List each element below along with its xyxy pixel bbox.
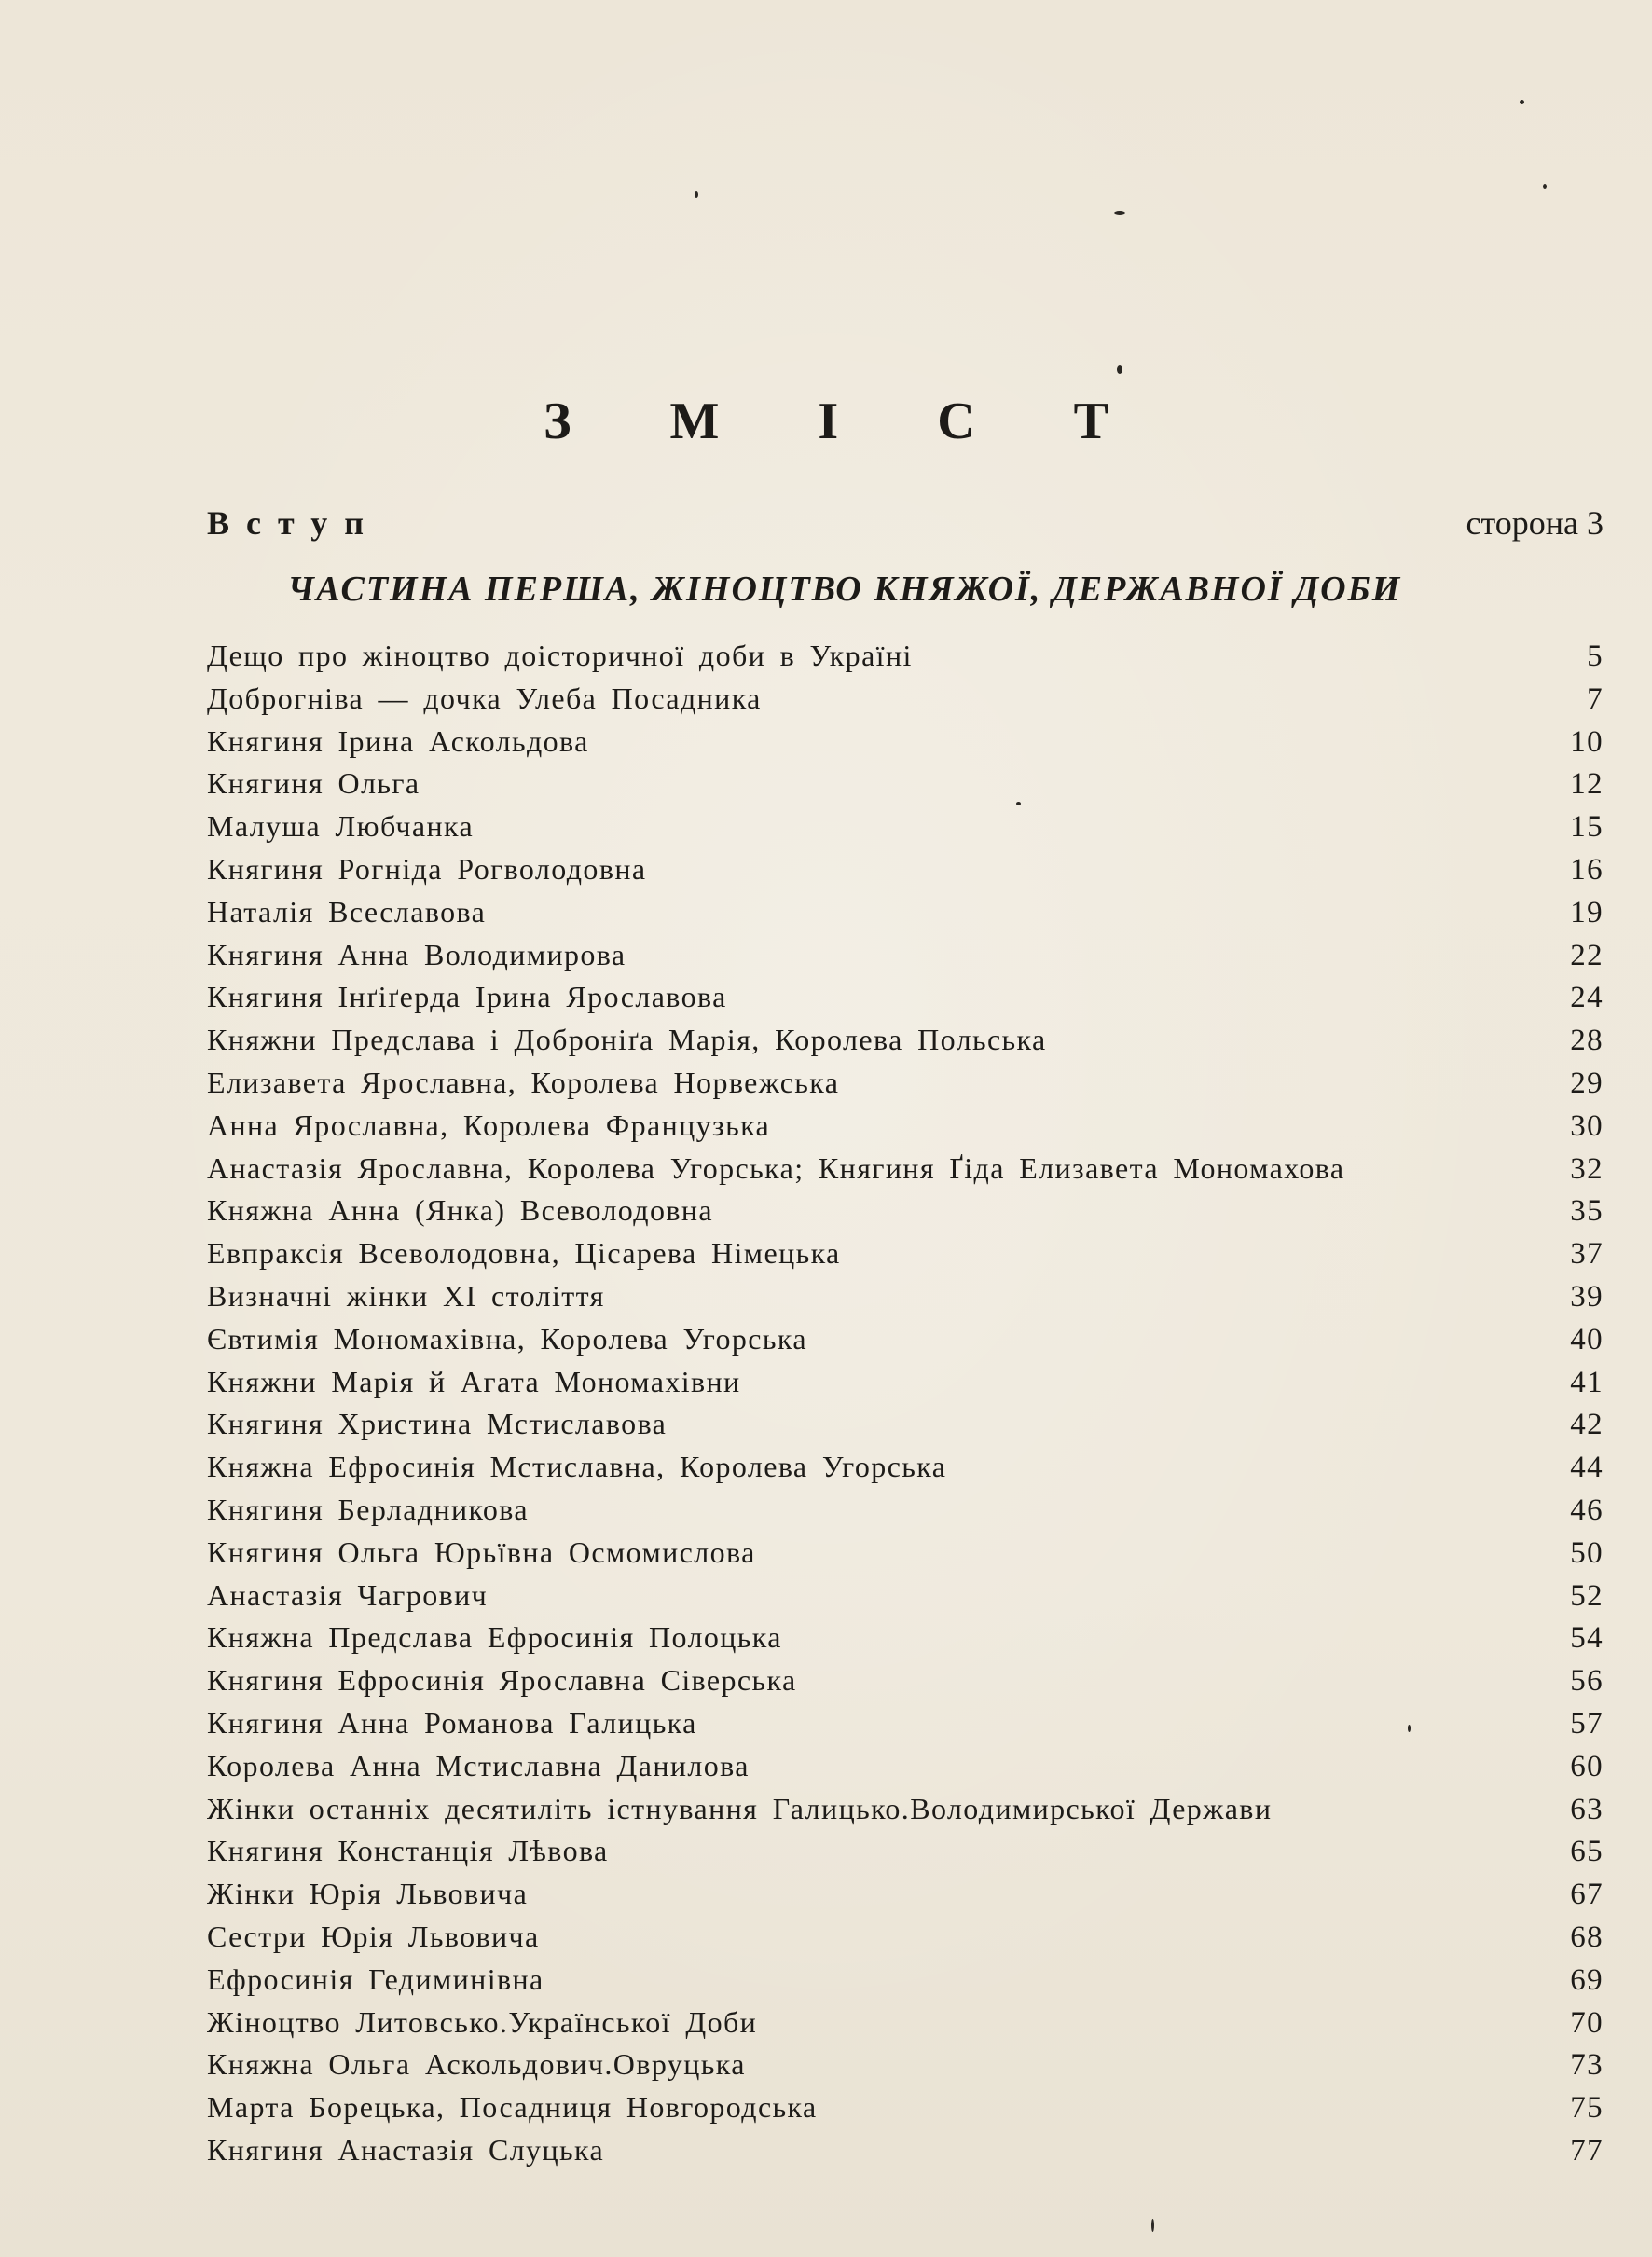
toc-entry-page: 22 bbox=[1570, 938, 1604, 972]
toc-entry bbox=[207, 2090, 1604, 2133]
toc-entry-title: Княгиня Берладникова bbox=[207, 1492, 529, 1526]
toc-entry-title: Княжна Предслава Ефросинія Полоцька bbox=[207, 1620, 782, 1655]
toc-entry-title: Евпраксія Всеволодовна, Цісарева Німецька bbox=[207, 1236, 841, 1271]
paper-speck bbox=[695, 191, 698, 198]
toc-entry-page: 15 bbox=[1570, 810, 1604, 845]
toc-entry-title: Дещо про жіноцтво доісторичної доби в Україні bbox=[207, 639, 913, 672]
toc-entry-page: 41 bbox=[1570, 1365, 1604, 1399]
toc-entry bbox=[207, 809, 1604, 852]
toc-entry-page: 56 bbox=[1570, 1664, 1604, 1699]
toc-entry bbox=[207, 1749, 1604, 1792]
toc-entry-page: 37 bbox=[1570, 1237, 1604, 1272]
paper-speck bbox=[1520, 100, 1524, 104]
toc-entry-title: Доброгніва — дочка Улеба Посадника bbox=[207, 681, 762, 715]
page-title: З М І С Т bbox=[544, 392, 1151, 450]
toc-entry-title: Малуша Любчанка bbox=[207, 809, 475, 844]
toc-entry-page: 67 bbox=[1570, 1878, 1604, 1912]
toc-entry bbox=[207, 1450, 1604, 1493]
toc-entry-title: Сестри Юрія Львовича bbox=[207, 1919, 540, 1953]
toc-entry-page: 63 bbox=[1570, 1792, 1604, 1826]
toc-entry-title: Княжна Ефросинія Мстиславна, Королева Угорська bbox=[207, 1450, 947, 1484]
toc-entry bbox=[207, 2047, 1604, 2090]
toc-entry-page: 75 bbox=[1570, 2091, 1604, 2126]
paper-speck bbox=[1543, 184, 1547, 189]
toc-entry-page: 7 bbox=[1587, 681, 1604, 716]
toc-entry bbox=[207, 724, 1604, 767]
part-heading: ЧАСТИНА ПЕРША, ЖІНОЦТВО КНЯЖОЇ, ДЕРЖАВНОЇ ДОБИ bbox=[287, 570, 1402, 609]
toc-entry-title: Наталія Всеславова bbox=[207, 894, 487, 929]
toc-entry-page: 50 bbox=[1570, 1535, 1604, 1570]
toc-entry-page: 52 bbox=[1570, 1578, 1604, 1613]
toc-entry-title: Визначні жінки XI століття bbox=[207, 1278, 605, 1313]
toc-entry-page: 5 bbox=[1587, 640, 1604, 673]
toc-entry bbox=[207, 1023, 1604, 1066]
toc-entry-page: 39 bbox=[1570, 1279, 1604, 1314]
toc-entry-page: 73 bbox=[1570, 2048, 1604, 2083]
toc-entry bbox=[207, 1578, 1604, 1621]
toc-entry-page: 77 bbox=[1570, 2133, 1604, 2168]
toc-entry-title: Євтимія Мономахівна, Королева Угорська bbox=[207, 1321, 807, 1356]
intro-label: Вступ bbox=[207, 504, 380, 542]
paper-speck bbox=[1114, 211, 1125, 215]
toc-entry-title: Княгиня Інґіґерда Ірина Ярославова bbox=[207, 980, 727, 1014]
toc-entry bbox=[207, 1236, 1604, 1279]
toc-entry-page: 28 bbox=[1570, 1024, 1604, 1058]
toc-entry-title: Анастазія Ярославна, Королева Угорська; Княгиня Ґіда Елизавета Мономахова bbox=[207, 1150, 1345, 1185]
toc-entry bbox=[207, 639, 1604, 681]
toc-entry bbox=[207, 766, 1604, 809]
toc-entry-page: 69 bbox=[1570, 1962, 1604, 1997]
toc-entry bbox=[207, 1620, 1604, 1663]
table-of-contents bbox=[207, 639, 1604, 2176]
toc-entry-title: Анастазія Чагрович bbox=[207, 1577, 489, 1612]
toc-entry-title: Королева Анна Мстиславна Данилова bbox=[207, 1748, 750, 1782]
toc-entry-page: 10 bbox=[1570, 724, 1604, 759]
paper-speck bbox=[1117, 365, 1122, 374]
toc-entry-page: 19 bbox=[1570, 895, 1604, 929]
toc-entry-title: Княжна Анна (Янка) Всеволодовна bbox=[207, 1193, 714, 1228]
toc-entry bbox=[207, 980, 1604, 1023]
toc-entry-title: Княгиня Христина Мстиславова bbox=[207, 1407, 668, 1441]
toc-entry-title: Княжни Предслава і Доброніґа Марія, Королева Польська bbox=[207, 1023, 1047, 1057]
toc-entry-page: 46 bbox=[1570, 1493, 1604, 1527]
toc-entry-title: Княгиня Анна Романова Галицька bbox=[207, 1705, 697, 1740]
toc-entry bbox=[207, 895, 1604, 938]
toc-entry-page: 30 bbox=[1570, 1108, 1604, 1143]
toc-entry-page: 16 bbox=[1570, 852, 1604, 887]
toc-entry-title: Княжни Марія й Агата Мономахівни bbox=[207, 1364, 741, 1398]
toc-entry bbox=[207, 1706, 1604, 1749]
paper-speck bbox=[1151, 2219, 1154, 2232]
toc-entry bbox=[207, 1066, 1604, 1108]
toc-entry-page: 35 bbox=[1570, 1194, 1604, 1229]
toc-entry bbox=[207, 681, 1604, 724]
toc-entry bbox=[207, 1920, 1604, 1962]
toc-entry-title: Жінки Юрія Львовича bbox=[207, 1877, 529, 1911]
toc-entry-page: 40 bbox=[1570, 1322, 1604, 1356]
toc-entry-title: Княгиня Рогніда Рогволодовна bbox=[207, 851, 647, 886]
toc-entry bbox=[207, 1535, 1604, 1578]
toc-entry bbox=[207, 1151, 1604, 1194]
toc-entry-page: 70 bbox=[1570, 2005, 1604, 2040]
toc-entry-title: Княжна Ольга Аскольдович.Овруцька bbox=[207, 2047, 746, 2082]
toc-entry bbox=[207, 1193, 1604, 1236]
toc-entry bbox=[207, 1108, 1604, 1151]
toc-entry-title: Княгиня Констанція Лѣвова bbox=[207, 1834, 609, 1868]
toc-entry-page: 68 bbox=[1570, 1920, 1604, 1954]
toc-entry bbox=[207, 2005, 1604, 2048]
toc-entry-page: 44 bbox=[1570, 1451, 1604, 1485]
toc-entry bbox=[207, 2133, 1604, 2176]
toc-entry bbox=[207, 1792, 1604, 1835]
toc-entry-title: Княгиня Анастазія Слуцька bbox=[207, 2132, 605, 2167]
toc-entry-title: Анна Ярославна, Королева Французька bbox=[207, 1108, 771, 1142]
toc-entry-page: 32 bbox=[1570, 1151, 1604, 1186]
toc-entry-page: 24 bbox=[1570, 981, 1604, 1015]
toc-entry bbox=[207, 1834, 1604, 1877]
toc-entry bbox=[207, 938, 1604, 981]
toc-entry bbox=[207, 1322, 1604, 1365]
toc-entry bbox=[207, 1663, 1604, 1706]
toc-entry bbox=[207, 1365, 1604, 1408]
toc-entry-title: Княгиня Ольга bbox=[207, 766, 420, 801]
toc-entry-title: Княгиня Ольга Юрьївна Осмомислова bbox=[207, 1534, 756, 1569]
toc-entry bbox=[207, 1877, 1604, 1920]
toc-entry-page: 57 bbox=[1570, 1706, 1604, 1741]
toc-entry bbox=[207, 1279, 1604, 1322]
toc-entry bbox=[207, 1962, 1604, 2005]
toc-entry-title: Княгиня Анна Володимирова bbox=[207, 937, 626, 971]
toc-entry-page: 12 bbox=[1570, 767, 1604, 802]
toc-entry-title: Елизавета Ярославна, Королева Норвежська bbox=[207, 1065, 840, 1099]
toc-entry-page: 54 bbox=[1570, 1621, 1604, 1656]
toc-entry-page: 29 bbox=[1570, 1066, 1604, 1100]
toc-entry-page: 42 bbox=[1570, 1408, 1604, 1442]
toc-entry-page: 60 bbox=[1570, 1749, 1604, 1783]
toc-entry-title: Княгиня Ефросинія Ярославна Сіверська bbox=[207, 1663, 797, 1698]
toc-entry bbox=[207, 852, 1604, 895]
intro-page-number: сторона 3 bbox=[1466, 504, 1604, 542]
toc-entry-title: Ефросинія Гедиминівна bbox=[207, 1961, 544, 1996]
toc-entry-page: 65 bbox=[1570, 1835, 1604, 1869]
toc-entry-title: Жінки останніх десятиліть істнування Галицько.Володимирської Держави bbox=[207, 1791, 1273, 1825]
toc-entry-title: Княгиня Ірина Аскольдова bbox=[207, 723, 589, 758]
toc-entry bbox=[207, 1407, 1604, 1450]
toc-entry bbox=[207, 1493, 1604, 1535]
toc-entry-title: Жіноцтво Литовсько.Української Доби bbox=[207, 2004, 758, 2039]
toc-entry-title: Марта Борецька, Посадниця Новгородська bbox=[207, 2090, 818, 2125]
